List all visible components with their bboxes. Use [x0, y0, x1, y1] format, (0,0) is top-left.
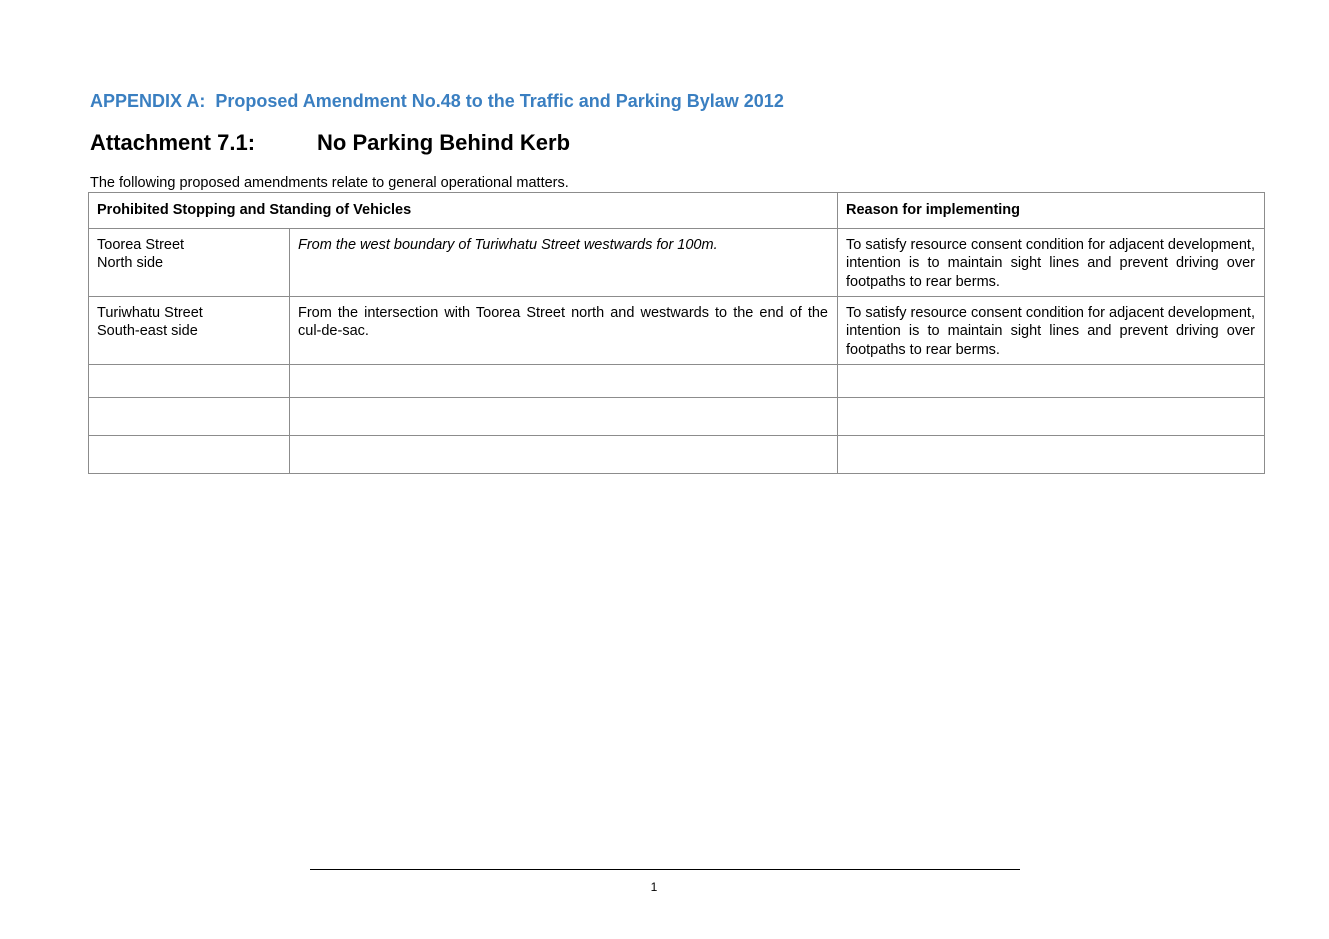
- empty-table-row: [89, 398, 1265, 436]
- amendments-table: [88, 192, 1265, 474]
- street-name: Turiwhatu Street: [97, 305, 203, 321]
- empty-cell: [838, 398, 1265, 436]
- header-reason: Reason for implementing: [838, 193, 1265, 229]
- empty-table-row: [89, 436, 1265, 474]
- page-number: 1: [650, 880, 658, 894]
- header-prohibited-stopping: Prohibited Stopping and Standing of Vehicles: [89, 193, 838, 229]
- footer-divider: [310, 869, 1020, 870]
- empty-cell: [89, 365, 290, 398]
- empty-cell: [290, 436, 838, 474]
- empty-cell: [89, 398, 290, 436]
- empty-cell: [290, 365, 838, 398]
- attachment-title: No Parking Behind Kerb: [317, 130, 571, 155]
- appendix-heading: APPENDIX A: Proposed Amendment No.48 to the Traffic and Parking Bylaw 2012: [90, 91, 784, 111]
- attachment-heading: [90, 130, 570, 156]
- location-cell: [89, 297, 290, 365]
- extent-cell: From the west boundary of Turiwhatu Street westwards for 100m.: [290, 229, 838, 297]
- empty-table-row: [89, 365, 1265, 398]
- extent-cell: From the intersection with Toorea Street north and westwards to the end of the cul-de-sac.: [290, 297, 838, 365]
- table-row: [89, 229, 1265, 297]
- reason-cell: To satisfy resource consent condition for adjacent development, intention is to maintain sight lines and prevent driving over footpaths to rear berms.: [838, 297, 1265, 365]
- street-side: North side: [97, 255, 164, 272]
- empty-cell: [838, 365, 1265, 398]
- empty-cell: [838, 436, 1265, 474]
- street-name: Toorea Street: [97, 237, 185, 253]
- table-row: [89, 297, 1265, 365]
- reason-cell: To satisfy resource consent condition for adjacent development, intention is to maintain sight lines and prevent driving over footpaths to rear berms.: [838, 229, 1265, 297]
- intro-text: The following proposed amendments relate to general operational matters.: [90, 175, 569, 191]
- empty-cell: [290, 398, 838, 436]
- empty-cell: [89, 436, 290, 474]
- street-side: South-east side: [97, 323, 198, 340]
- table-header-row: [89, 193, 1265, 229]
- attachment-number: Attachment 7.1:: [90, 130, 256, 155]
- location-cell: [89, 229, 290, 297]
